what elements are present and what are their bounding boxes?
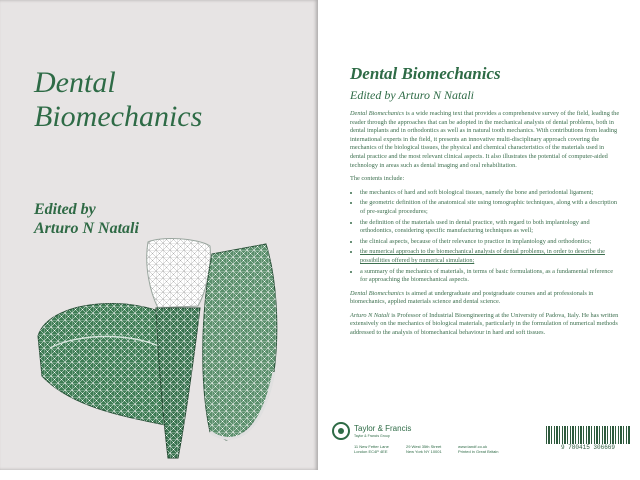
barcode-bars	[546, 426, 630, 444]
back-title: Dental Biomechanics	[350, 64, 501, 83]
tooth-root	[156, 308, 200, 458]
bone-block	[203, 244, 277, 440]
publisher-name: Taylor & Francis	[354, 424, 412, 433]
audience-paragraph	[350, 290, 620, 307]
isbn-number: 9 780415 306669	[560, 444, 615, 451]
address-line: 29 West 35th Street	[406, 444, 442, 449]
author-lead: Arturo N Natali	[350, 311, 390, 319]
back-editor: Edited by Arturo N Natali	[350, 88, 475, 102]
address-line: London EC4P 4EE	[354, 449, 388, 454]
cover-title-line-1: Dental	[34, 66, 116, 99]
contents-item: • the clinical aspects, because of their relevance to practice in implantology and orthodontics;	[360, 238, 620, 247]
intro-text: is a wide reaching text that provides a comprehensive survey of the field, leading the reader through the approaches that can be adopted in the mechanical analysis of dental problems, both in dental implants and in orthodontics as well as in natural tooth mechanics. With contributions from leading international experts in the field, it presents an innovative multi-disciplinary approach covering the mechanics of the biological tissues, the physical and chemical characteristics of the materials used in dental practice and the most relevant clinical aspects. It also illustrates the potential of computer-aided technology in areas such as dental imaging and oral rehabilitation.	[350, 110, 620, 169]
contents-item: • a summary of the mechanics of materials, in terms of basic formulations, as a fundamental reference for approaching the biomechanical aspects.	[360, 268, 620, 285]
author-text: is Professor of Industrial Bioengineering at the University of Padova, Italy. He has written extensively on the mechanics of biological materials, particularly in the formulation of numerical methods addressed to the analysis of biomechanical behaviour in hard and soft tissues.	[350, 311, 619, 337]
contents-item: • the numerical approach to the biomechanical analysis of dental problems, in order to describe the possibilities offered by numerical simulation;	[360, 248, 620, 265]
back-description	[350, 110, 620, 343]
publisher-address-london	[354, 444, 389, 454]
cover-title	[34, 66, 202, 134]
publisher-logo-icon	[332, 422, 350, 440]
cover-editor	[34, 200, 139, 238]
publisher-address-newyork	[406, 444, 442, 454]
contents-heading: The contents include:	[350, 175, 405, 183]
publisher-web	[458, 444, 498, 454]
tooth-crown	[147, 239, 211, 308]
cover-title-line-2: Biomechanics	[34, 100, 203, 133]
contents-item: • the definition of the materials used in dental practice, with regard to both implantology and orthodontics, considering specific manufacturing techniques as well;	[360, 219, 620, 236]
address-line: www.tandf.co.uk	[458, 444, 488, 449]
publisher-group: Taylor & Francis Group	[354, 434, 390, 438]
address-line: Printed in Great Britain	[458, 449, 499, 454]
contents-list	[350, 189, 620, 285]
cover-editor-line-1: Edited by	[34, 201, 96, 218]
address-line: New York NY 10001	[406, 449, 442, 454]
author-paragraph	[350, 312, 620, 338]
cover-editor-line-2: Arturo N Natali	[34, 220, 139, 237]
audience-lead: Dental Biomechanics	[350, 289, 405, 297]
back-cover	[322, 0, 640, 470]
front-cover	[0, 0, 318, 470]
audience-text: is aimed at undergraduate and postgraduate courses and at professionals in biomechanics, applied materials science and dental science.	[350, 289, 594, 306]
intro-lead: Dental Biomechanics	[350, 110, 405, 117]
intro-paragraph	[350, 110, 620, 170]
contents-item: • the geometric definition of the anatomical site using tomographic techniques, along with a description of pre-surgical procedures;	[360, 199, 620, 216]
barcode	[546, 426, 630, 452]
address-line: 11 New Fetter Lane	[354, 444, 389, 449]
contents-item: • the mechanics of hard and soft biological tissues, namely the bone and periodontal ligament;	[360, 189, 620, 198]
dental-mesh-illustration	[30, 236, 308, 462]
